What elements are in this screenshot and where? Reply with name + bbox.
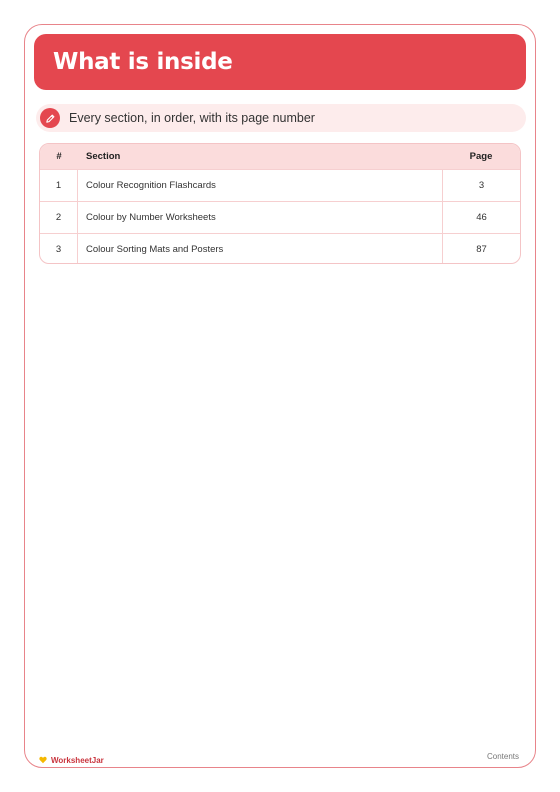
row-number: 2 [40, 202, 78, 233]
row-page: 46 [442, 202, 520, 233]
row-page: 3 [442, 170, 520, 201]
footer-section-label: Contents [486, 752, 519, 761]
table-row [40, 169, 520, 201]
table-header [40, 144, 520, 169]
instruction-text: Every section, in order, with its page number [69, 111, 315, 125]
table-row [40, 201, 520, 233]
row-section: Colour Recognition Flashcards [86, 180, 216, 191]
row-number: 3 [40, 234, 78, 264]
instruction-bar [36, 104, 526, 132]
row-page: 87 [442, 234, 520, 264]
header-banner [34, 34, 526, 90]
footer-brand [39, 751, 104, 769]
brand-name: WorksheetJar [51, 755, 104, 765]
column-header-section: Section [86, 151, 121, 162]
row-section: Colour Sorting Mats and Posters [86, 244, 224, 255]
contents-table [39, 143, 521, 264]
heart-icon [39, 751, 47, 769]
pencil-icon [40, 108, 60, 128]
row-section: Colour by Number Worksheets [86, 212, 216, 223]
page-frame [24, 24, 536, 768]
page-title: What is inside [53, 49, 233, 75]
column-header-page: Page [469, 151, 493, 162]
row-number: 1 [40, 170, 78, 201]
table-row [40, 233, 520, 264]
column-header-number: # [56, 151, 62, 162]
